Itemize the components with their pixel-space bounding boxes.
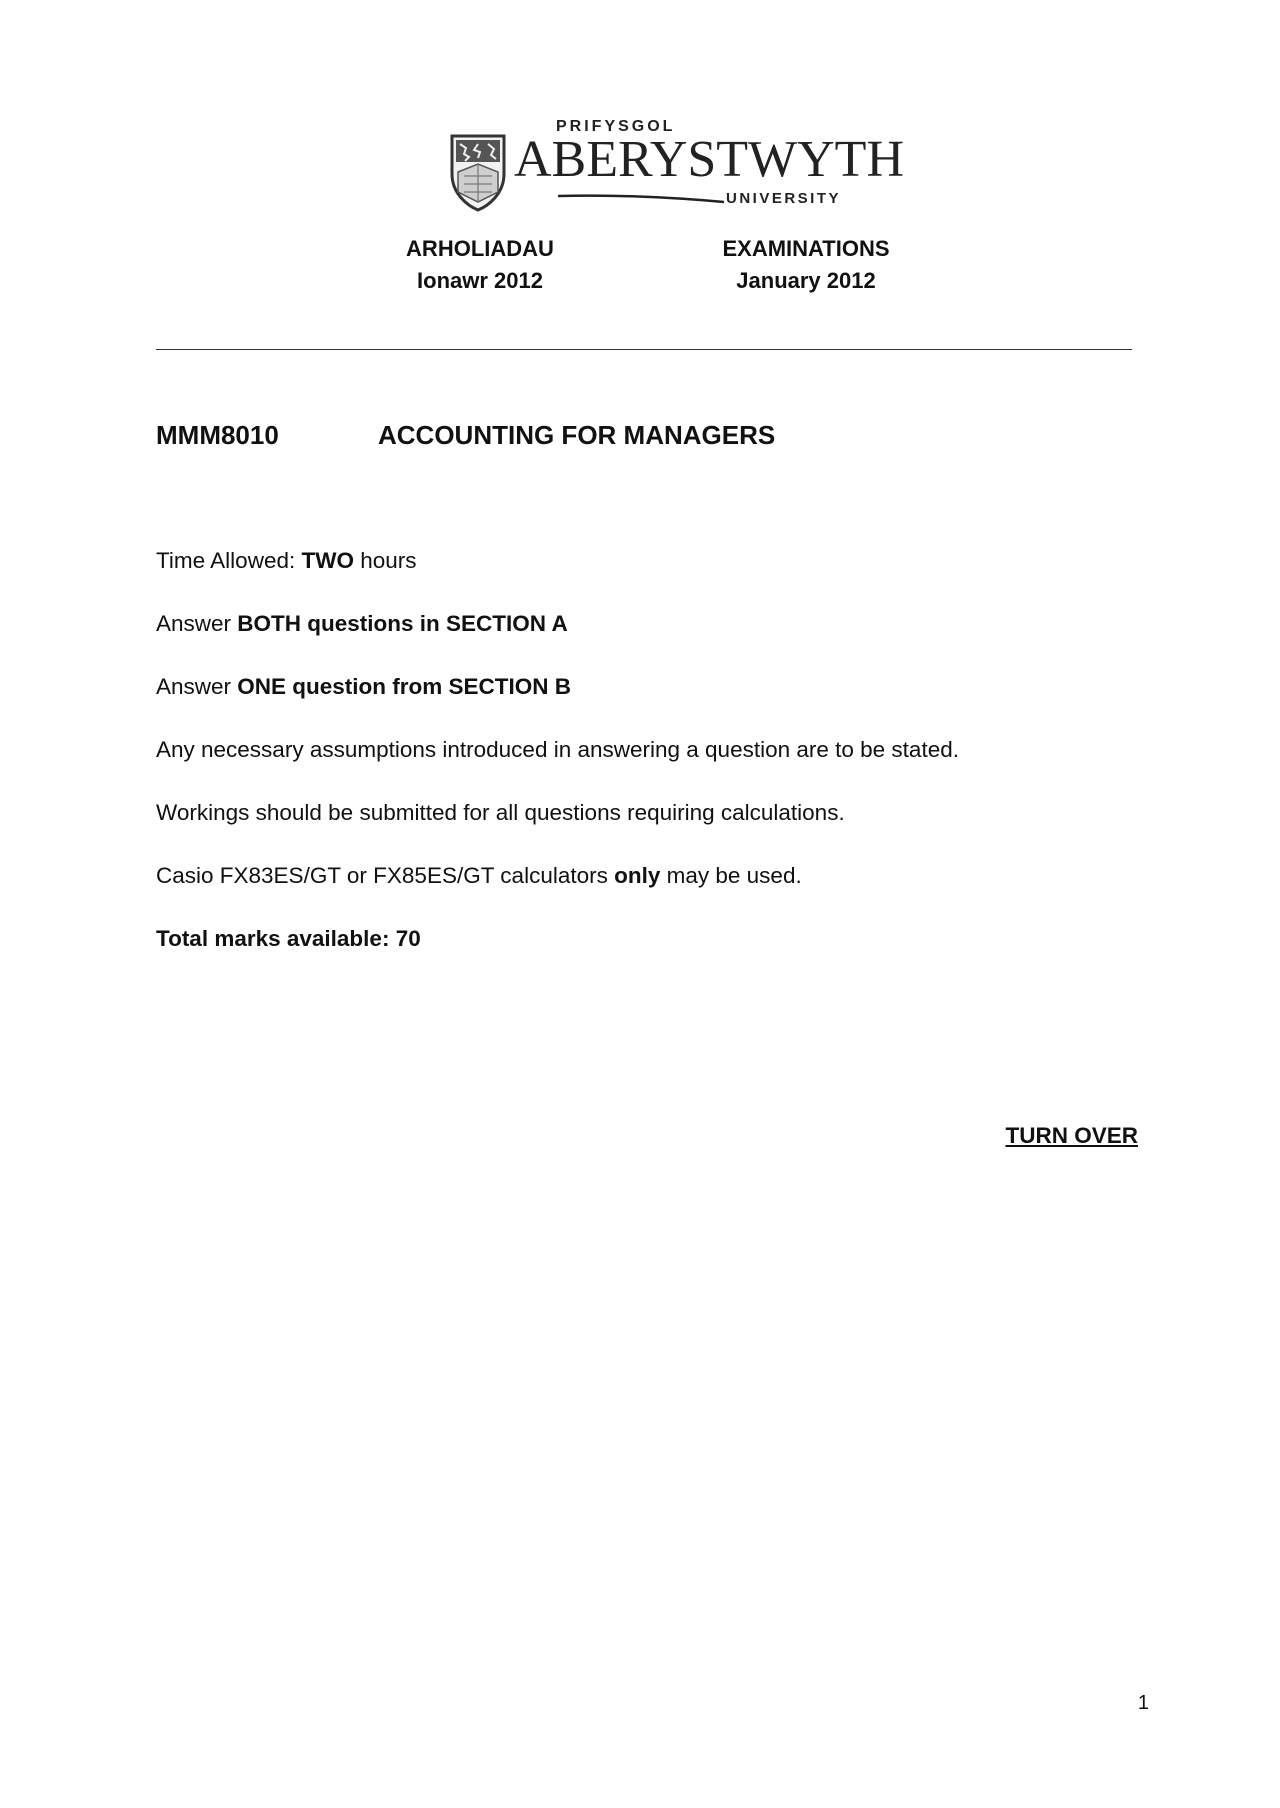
welsh-heading: ARHOLIADAU — [406, 236, 554, 261]
assumptions-instruction: Any necessary assumptions introduced in answering a question are to be stated. — [156, 737, 959, 762]
crest-icon — [448, 132, 508, 212]
calculator-instruction — [156, 863, 802, 889]
calculators-bold: only — [614, 863, 661, 888]
time-value: TWO — [301, 548, 354, 573]
section-a-bold: BOTH questions in SECTION A — [237, 611, 568, 636]
logo-name: ABERYSTWYTH — [514, 131, 904, 188]
page-number: 1 — [1137, 1692, 1149, 1714]
time-prefix: Time Allowed: — [156, 548, 302, 573]
section-b-prefix: Answer — [156, 674, 238, 699]
welsh-date: Ionawr 2012 — [417, 268, 543, 293]
turn-over: TURN OVER — [1005, 1123, 1138, 1148]
section-b-instruction — [156, 674, 571, 700]
course-title: ACCOUNTING FOR MANAGERS — [378, 420, 776, 450]
section-b-bold: ONE question from SECTION B — [237, 674, 572, 699]
university-logo — [448, 118, 904, 214]
total-marks: Total marks available: 70 — [156, 926, 421, 951]
welsh-exam-heading — [380, 233, 580, 297]
calculators-prefix: Casio FX83ES/GT or FX85ES/GT calculators — [156, 863, 615, 888]
calculators-suffix: may be used. — [660, 863, 802, 888]
section-a-prefix: Answer — [156, 611, 238, 636]
time-allowed — [156, 548, 417, 574]
logo-university: UNIVERSITY — [726, 190, 842, 207]
time-suffix: hours — [353, 548, 417, 573]
english-date: January 2012 — [736, 268, 876, 293]
english-heading: EXAMINATIONS — [722, 236, 890, 261]
header-divider — [156, 349, 1132, 350]
logo-swoosh-icon — [556, 192, 726, 206]
english-exam-heading — [706, 233, 906, 297]
course-code: MMM8010 — [156, 420, 279, 450]
logo-prifysgol: PRIFYSGOL — [556, 118, 676, 135]
section-a-instruction — [156, 611, 568, 637]
workings-instruction: Workings should be submitted for all questions requiring calculations. — [156, 800, 845, 825]
